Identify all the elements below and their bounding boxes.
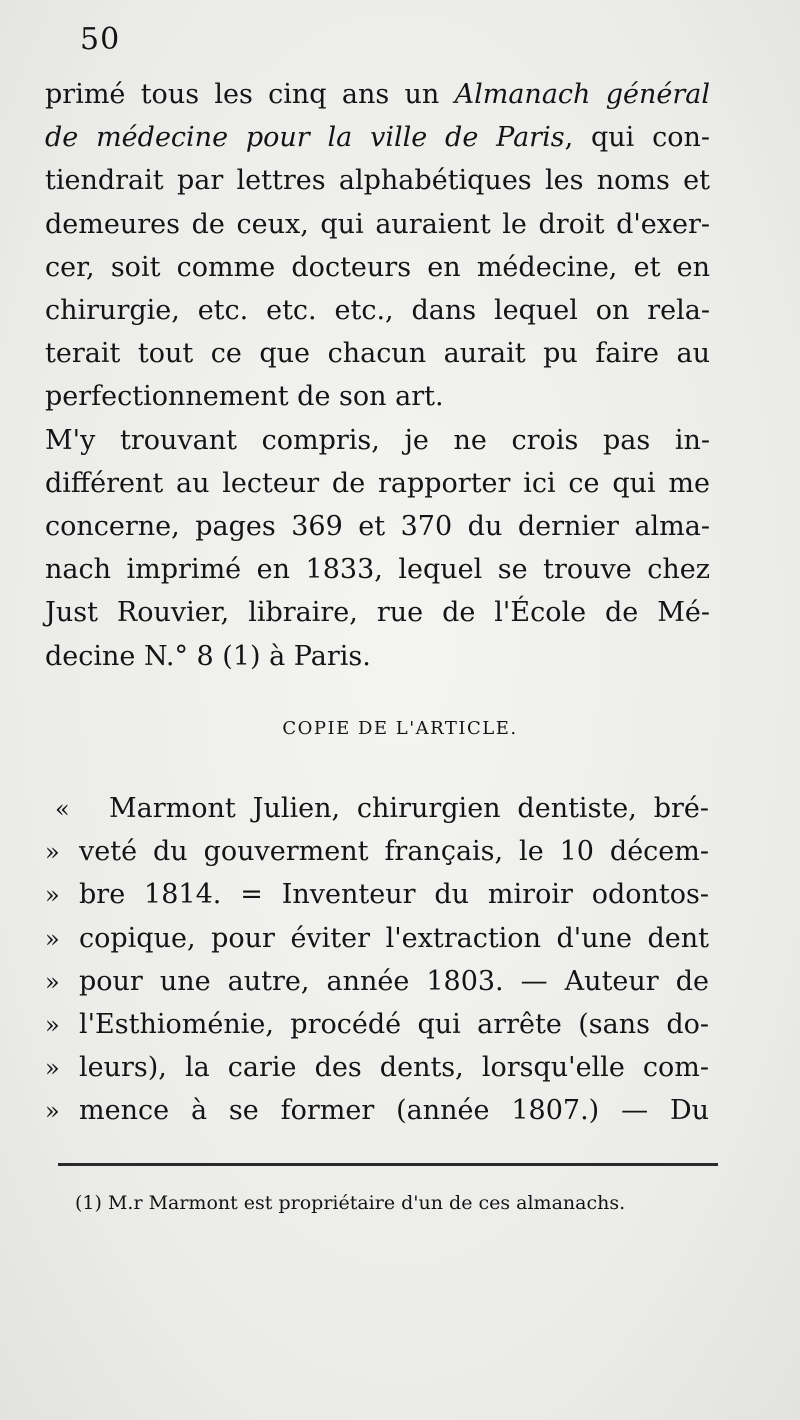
text-line: de médecine pour la ville de Paris, qui con- xyxy=(45,122,710,154)
guillemet: » xyxy=(45,924,60,953)
quote-line: » copique, pour éviter l'extraction d'une dent xyxy=(45,920,715,960)
guillemet: » xyxy=(45,881,60,910)
guillemet: « xyxy=(55,795,70,823)
text-line: chirurgie, etc. etc. etc., dans lequel on rela- xyxy=(45,295,710,326)
quote-line: » bre 1814. = Inventeur du miroir odontos- xyxy=(45,876,715,916)
text-line: différent au lecteur de rapporter ici ce qui me xyxy=(45,467,710,499)
quote-line: » veté du gouverment français, le 10 décem- xyxy=(45,833,715,873)
quote-line: » l'Esthioménie, procédé qui arrête (sans do- xyxy=(45,1006,715,1046)
quote-line: « Marmont Julien, chirurgien dentiste, bré- xyxy=(45,790,715,830)
text-line: primé tous les cinq ans un Almanach général xyxy=(45,79,710,110)
guillemet: » xyxy=(45,1097,60,1126)
text-line: perfectionnement de son art. xyxy=(45,381,444,413)
text-line: nach imprimé en 1833, lequel se trouve chez xyxy=(45,554,710,586)
text-line: demeures de ceux, qui auraient le droit d'exer- xyxy=(45,208,710,240)
quote-line: » leurs), la carie des dents, lorsqu'elle com- xyxy=(45,1049,715,1089)
text-line: tiendrait par lettres alphabétiques les noms et xyxy=(45,165,710,197)
text-line: Just Rouvier, libraire, rue de l'École de Mé- xyxy=(45,597,710,629)
section-heading: COPIE DE L'ARTICLE. xyxy=(282,718,518,739)
footnote-rule xyxy=(58,1163,718,1166)
guillemet: » xyxy=(45,967,60,996)
page-number: 50 xyxy=(80,22,121,57)
text-line: concerne, pages 369 et 370 du dernier alma- xyxy=(45,511,710,542)
guillemet: » xyxy=(45,1054,60,1083)
text-line: M'y trouvant compris, je ne crois pas in- xyxy=(45,424,710,456)
text-line: terait tout ce que chacun aurait pu faire au xyxy=(45,338,710,370)
quote-line: » pour une autre, année 1803. — Auteur de xyxy=(45,963,715,1003)
guillemet: » xyxy=(45,838,60,867)
text-line: decine N.° 8 (1) à Paris. xyxy=(45,640,371,672)
text-line: cer, soit comme docteurs en médecine, et en xyxy=(45,251,710,283)
guillemet: » xyxy=(45,1011,60,1039)
quote-line: » mence à se former (année 1807.) — Du xyxy=(45,1092,715,1132)
footnote: (1) M.r Marmont est propriétaire d'un de ces almanachs. xyxy=(75,1192,626,1214)
